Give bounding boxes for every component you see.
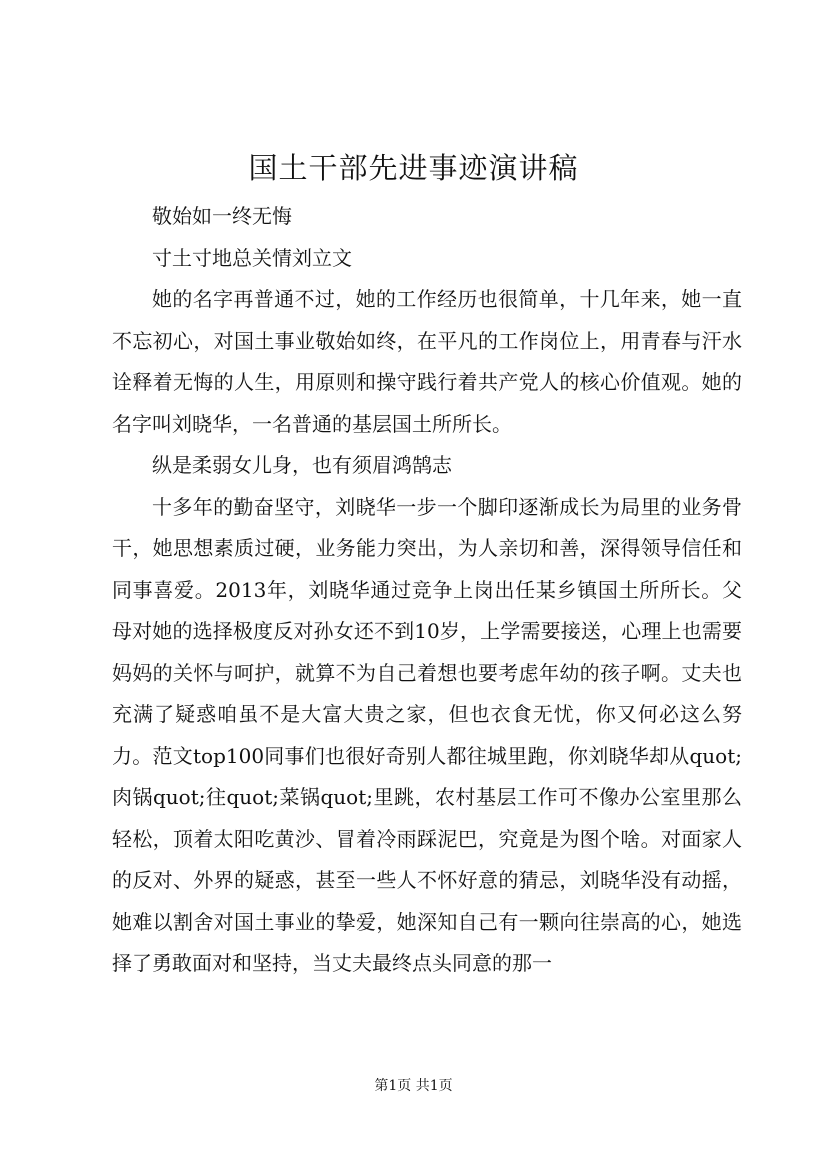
section-subheading-author: 寸土寸地总关情刘立文 (152, 245, 352, 270)
section-heading-2: 纵是柔弱女儿身，也有须眉鸿鹄志 (152, 453, 452, 477)
document-body (112, 196, 742, 985)
page-footer: 第1页 共1页 (374, 1078, 453, 1094)
body-paragraph-1: 她的名字再普通不过，她的工作经历也很简单，十几年来，她一直不忘初心，对国土事业敬始如终，在平凡的工作岗位上，用青春与汗水诠释着无悔的人生，用原则和操守践行着共产党人的核心价值观。她的名字叫刘晓华，一名普通的基层国土所所长。 (112, 287, 742, 436)
body-paragraph-2: 十多年的勤奋坚守，刘晓华一步一个脚印逐渐成长为局里的业务骨干，她思想素质过硬，业务能力突出，为人亲切和善，深得领导信任和同事喜爱。2013年，刘晓华通过竞争上岗出任某乡镇国土所所长。父母对她的选择极度反对孙女还不到10岁，上学需要接送，心理上也需要妈妈的关怀与呵护，就算不为自己着想也要考虑年幼的孩子啊。丈夫也充满了疑惑咱虽不是大富大贵之家，但也衣食无忧，你又何必这么努力。范文top100同事们也很好奇别人都往城里跑，你刘晓华却从quot;肉锅quot;往quot;菜锅quot;里跳，农村基层工作可不像办公室里那么轻松，顶着太阳吃黄沙、冒着冷雨踩泥巴，究竟是为图个啥。对面家人的反对、外界的疑惑，甚至一些人不怀好意的猜忌，刘晓华没有动摇，她难以割舍对国土事业的挚爱，她深知自己有一颗向往崇高的心，她选择了勇敢面对和坚持，当丈夫最终点头同意的那一 (112, 494, 742, 975)
document-title: 国土干部先进事迹演讲稿 (248, 151, 579, 185)
section-heading-1: 敬始如一终无悔 (152, 204, 292, 228)
